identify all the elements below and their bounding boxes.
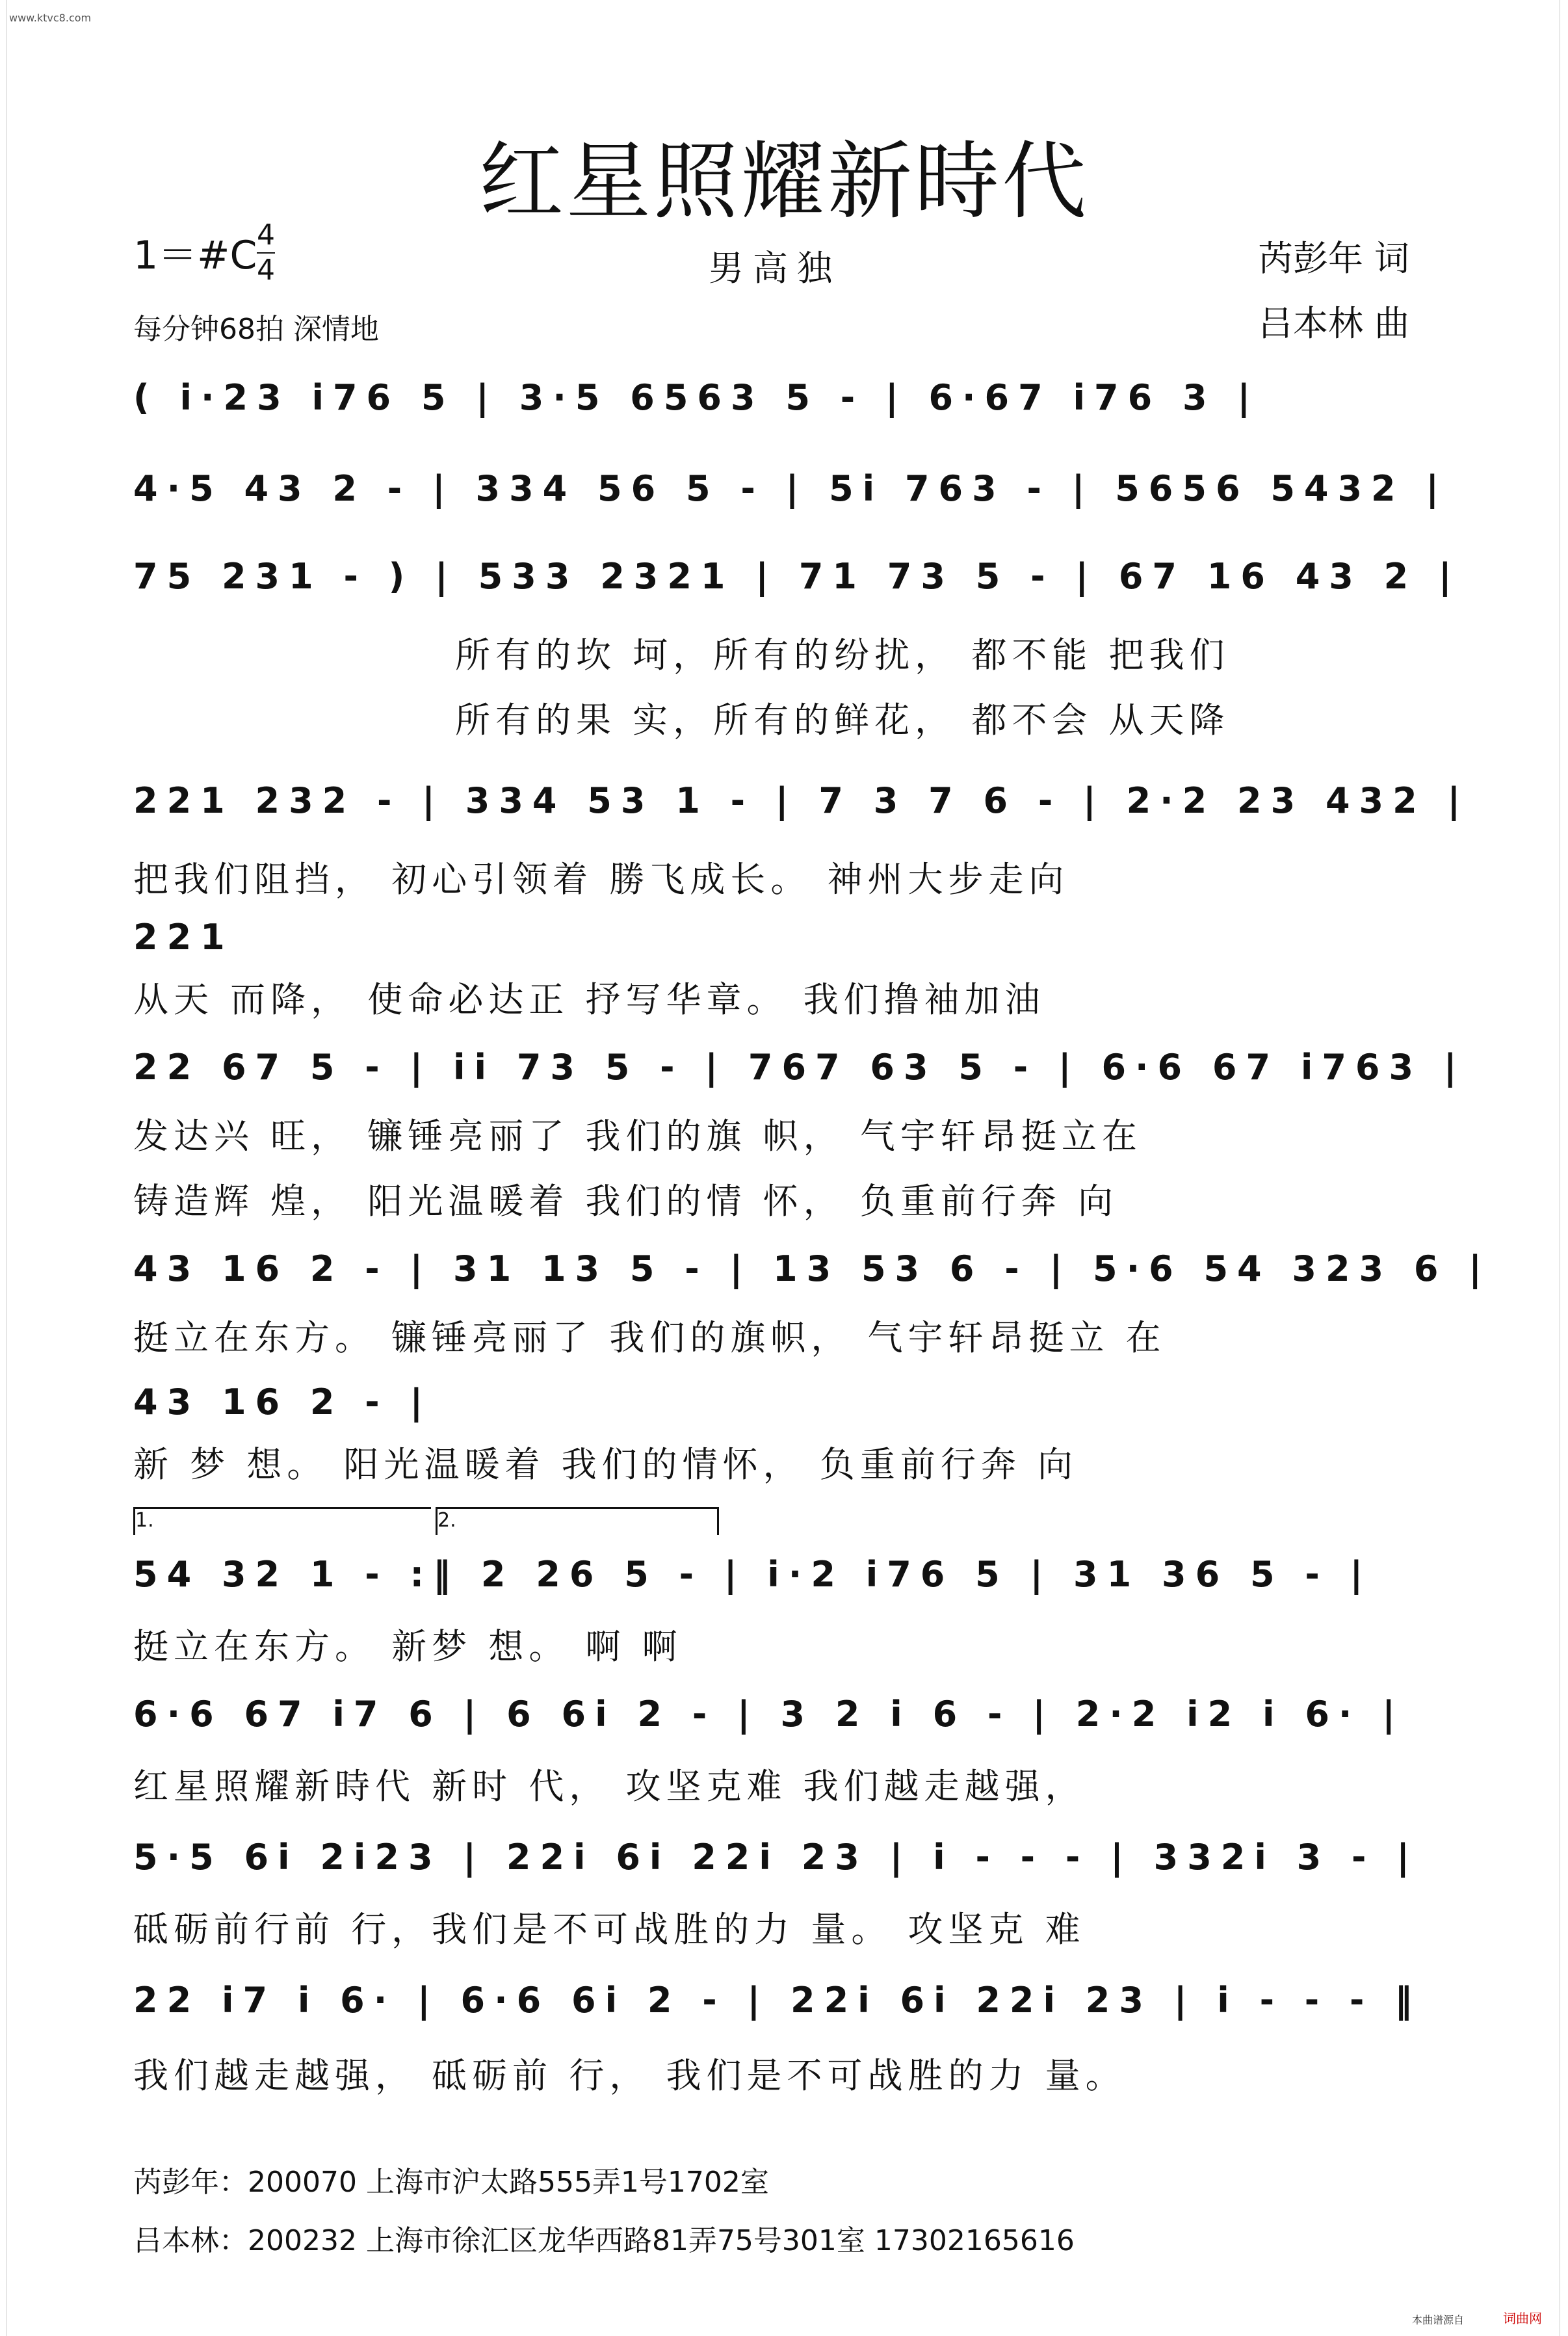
lyric-line: 把我们阻挡， 初心引领着 勝飞成长。 神州大步走向 bbox=[133, 859, 1069, 900]
notation-row: 43 16 2 - | bbox=[133, 1382, 432, 1423]
site-stamp: 词曲网 bbox=[1503, 2311, 1542, 2326]
lyric-line: 所有的坎 坷，所有的纷扰， 都不能 把我们 bbox=[455, 635, 1230, 676]
notation-row: 22 i7 i 6· | 6·6 6i 2 - | 22i 6i 22i 23 | i - - - ‖ bbox=[133, 1980, 1422, 2021]
contact-lyricist: 芮彭年：200070 上海市沪太路555弄1号1702室 bbox=[133, 2166, 769, 2199]
song-title: 红星照耀新時代 bbox=[478, 132, 1089, 231]
lyric-line: 砥砺前行前 行，我们是不可战胜的力 量。 攻坚克 难 bbox=[133, 1909, 1086, 1950]
notation-row: ( i·23 i76 5 | 3·5 6563 5 - | 6·67 i76 3 | bbox=[133, 377, 1260, 418]
notation-row: 54 32 1 - :‖ 2 26 5 - | i·2 i76 5 | 31 36 5 - | bbox=[133, 1554, 1372, 1595]
notation-row: 22 67 5 - | ii 73 5 - | 767 63 5 - | 6·6 67 i763 | bbox=[133, 1047, 1466, 1088]
time-sig-top: 4 bbox=[257, 218, 275, 252]
lyricist: 芮彭年 词 bbox=[1258, 238, 1410, 279]
lyric-line: 铸造辉 煌， 阳光温暖着 我们的情 怀， 负重前行奔 向 bbox=[133, 1181, 1118, 1222]
lyric-line: 从天 而降， 使命必达正 抒写华章。 我们撸袖加油 bbox=[133, 979, 1045, 1020]
notation-row: 6·6 67 i7 6 | 6 6i 2 - | 3 2 i 6 - | 2·2 i2 i 6· | bbox=[133, 1694, 1404, 1735]
notation-row: 221 232 - | 334 53 1 - | 7 3 7 6 - | 2·2 23 432 | bbox=[133, 780, 1470, 821]
site-label: www.ktvc8.com bbox=[9, 12, 92, 24]
notation-row: 43 16 2 - | 31 13 5 - | 13 53 6 - | 5·6 54 323 6 | bbox=[133, 1248, 1491, 1289]
composer: 吕本林 曲 bbox=[1258, 303, 1410, 344]
source-label: 本曲谱源自 bbox=[1411, 2314, 1464, 2326]
contact-composer: 吕本林：200232 上海市徐汇区龙华西路81弄75号301室 17302165616 bbox=[133, 2224, 1075, 2257]
lyric-line: 红星照耀新時代 新时 代， 攻坚克难 我们越走越强， bbox=[133, 1766, 1086, 1807]
notation-row: 4·5 43 2 - | 334 56 5 - | 5i 763 - | 5656 5432 | bbox=[133, 468, 1448, 509]
notation-row: 221 bbox=[133, 917, 234, 958]
lyric-line: 挺立在东方。 新梦 想。 啊 啊 bbox=[133, 1626, 683, 1667]
lyric-line: 挺立在东方。 镰锤亮丽了 我们的旗帜， 气宇轩昂挺立 在 bbox=[133, 1317, 1166, 1358]
volta-bracket-2 bbox=[436, 1507, 719, 1535]
volta-bracket-1 bbox=[133, 1507, 431, 1535]
time-sig-bottom: 4 bbox=[257, 254, 275, 287]
lyric-line: 新 梦 想。 阳光温暖着 我们的情怀， 负重前行奔 向 bbox=[133, 1444, 1078, 1485]
lyric-line: 我们越走越强， 砥砺前 行， 我们是不可战胜的力 量。 bbox=[133, 2055, 1126, 2096]
volta-label-1: 1. bbox=[135, 1509, 154, 1532]
notation-row: 75 231 - ) | 533 2321 | 71 73 5 - | 67 16 43 2 | bbox=[133, 556, 1461, 597]
lyric-line: 所有的果 实，所有的鲜花， 都不会 从天降 bbox=[455, 700, 1230, 741]
notation-row: 5·5 6i 2i23 | 22i 6i 22i 23 | i - - - | 332i 3 - | bbox=[133, 1837, 1418, 1878]
key-signature: 1＝#C bbox=[133, 233, 257, 278]
time-signature bbox=[257, 218, 275, 287]
tempo-marking: 每分钟68拍 深情地 bbox=[133, 313, 379, 346]
lyric-line: 发达兴 旺， 镰锤亮丽了 我们的旗 帜， 气宇轩昂挺立在 bbox=[133, 1116, 1142, 1157]
volta-label-2: 2. bbox=[438, 1509, 456, 1532]
performance-type: 男高独 bbox=[709, 248, 841, 289]
